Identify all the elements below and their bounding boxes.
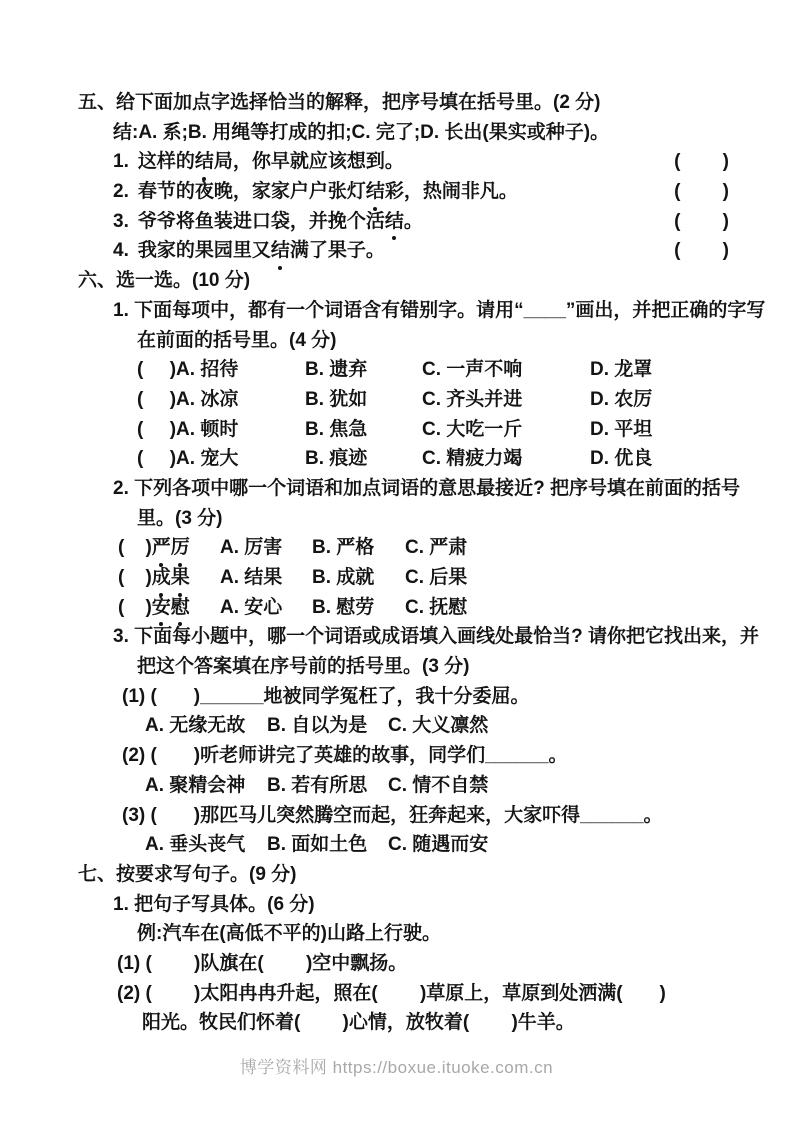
answer-parentheses: ( ) bbox=[674, 151, 729, 173]
watermark-footer: 博学资料网 https://boxue.ituoke.com.cn bbox=[239, 1058, 554, 1077]
option-b: B. 面如土色 bbox=[267, 834, 368, 856]
option-a: A. 聚精会神 bbox=[145, 774, 246, 796]
option-row bbox=[118, 533, 793, 563]
answer-parentheses: ( ) bbox=[674, 210, 729, 232]
section5-item bbox=[0, 177, 793, 207]
answer-parentheses: ( ) bbox=[674, 240, 729, 262]
option-a: ( )A. 顿时 bbox=[137, 418, 239, 440]
option-c: C. 情不自禁 bbox=[388, 774, 489, 796]
option-a: A. 安心 bbox=[220, 596, 283, 618]
section5-title: 五、给下面加点字选择恰当的解释，把序号填在括号里。(2 分) bbox=[78, 92, 601, 113]
option-a: A. 厉害 bbox=[220, 537, 283, 559]
target-word: ( )成果 bbox=[118, 563, 220, 593]
item-sentence: 这样的结局，你早就应该想到。 bbox=[138, 147, 404, 177]
option-b: B. 遗弃 bbox=[305, 359, 368, 381]
option-c: C. 后果 bbox=[405, 567, 468, 588]
section5-definition: 结:A. 系;B. 用绳等打成的扣;C. 完了;D. 长出(果实或种子)。 bbox=[113, 121, 610, 143]
section7-title: 七、按要求写句子。(9 分) bbox=[78, 863, 297, 885]
section7-sub1: (1) ( )队旗在( )空中飘扬。 bbox=[117, 952, 408, 974]
option-a: A. 结果 bbox=[220, 567, 283, 588]
item-number: 4. bbox=[113, 240, 129, 262]
item-sentence: 春节的夜晚，家家户户张灯结彩，热闹非凡。 bbox=[138, 177, 518, 207]
option-c: C. 一声不响 bbox=[422, 359, 523, 381]
section7-example: 例:汽车在(高低不平的)山路上行驶。 bbox=[137, 923, 441, 945]
option-b: B. 犹如 bbox=[305, 388, 368, 410]
option-d: D. 平坦 bbox=[590, 418, 653, 440]
option-row bbox=[118, 593, 793, 623]
option-c: C. 齐头并进 bbox=[422, 388, 523, 410]
option-b: B. 自以为是 bbox=[267, 715, 368, 737]
option-d: D. 农厉 bbox=[590, 388, 653, 410]
section6-q1-text-line1: 1. 下面每项中，都有一个词语含有错别字。请用“____”画出，并把正确的字写 bbox=[113, 299, 766, 321]
option-d: D. 龙罩 bbox=[590, 359, 653, 381]
item-sentence: 爷爷将鱼装进口袋，并挽个活结。 bbox=[138, 207, 423, 237]
option-b: B. 成就 bbox=[312, 567, 375, 588]
answer-parentheses: ( ) bbox=[674, 181, 729, 203]
option-b: B. 若有所思 bbox=[267, 774, 368, 796]
sub-question-stem: (1) ( )______地被同学冤枉了，我十分委屈。 bbox=[122, 685, 530, 707]
item-number: 1. bbox=[113, 151, 129, 173]
section5-item bbox=[0, 236, 793, 266]
option-a: A. 垂头丧气 bbox=[145, 834, 246, 856]
item-sentence: 我家的果园里又结满了果子。 bbox=[138, 236, 385, 266]
option-row bbox=[145, 830, 793, 860]
option-row bbox=[137, 444, 793, 474]
option-d: D. 优良 bbox=[590, 448, 653, 470]
option-row bbox=[145, 771, 793, 801]
option-c: C. 随遇而安 bbox=[388, 834, 489, 856]
section7-item1: 1. 把句子写具体。(6 分) bbox=[113, 893, 315, 915]
sub-question-stem: (3) ( )那匹马儿突然腾空而起，狂奔起来，大家吓得______。 bbox=[122, 804, 663, 826]
option-row bbox=[137, 385, 793, 415]
option-row bbox=[118, 563, 793, 593]
option-b: B. 严格 bbox=[312, 537, 375, 559]
option-b: B. 焦急 bbox=[305, 418, 368, 440]
option-c: C. 精疲力竭 bbox=[422, 448, 523, 470]
option-c: C. 严肃 bbox=[405, 537, 468, 559]
section5-item bbox=[0, 147, 793, 177]
option-a: ( )A. 宠大 bbox=[137, 448, 239, 470]
target-word: ( )安慰 bbox=[118, 593, 220, 623]
option-a: ( )A. 招待 bbox=[137, 359, 239, 381]
section6-q2-text-line1: 2. 下列各项中哪一个词语和加点词语的意思最接近? 把序号填在前面的括号 bbox=[113, 477, 741, 499]
section6-q2-text-line2: 里。(3 分) bbox=[137, 507, 223, 529]
option-c: C. 大吃一斤 bbox=[422, 418, 523, 440]
option-b: B. 慰劳 bbox=[312, 596, 375, 618]
option-row bbox=[137, 355, 793, 385]
item-number: 3. bbox=[113, 210, 129, 232]
section5-item bbox=[0, 207, 793, 237]
target-word: ( )严厉 bbox=[118, 533, 220, 563]
section6-q1-text-line2: 在前面的括号里。(4 分) bbox=[137, 329, 337, 351]
option-a: ( )A. 冰凉 bbox=[137, 388, 239, 410]
section7-sub2-line2: 阳光。牧民们怀着( )心情，放牧着( )牛羊。 bbox=[142, 1012, 575, 1034]
section6-q3-text-line2: 把这个答案填在序号前的括号里。(3 分) bbox=[137, 656, 470, 678]
option-b: B. 痕迹 bbox=[305, 448, 368, 470]
option-c: C. 大义凛然 bbox=[388, 715, 489, 737]
option-c: C. 抚慰 bbox=[405, 596, 468, 618]
option-row bbox=[137, 415, 793, 445]
section6-title: 六、选一选。(10 分) bbox=[78, 270, 251, 292]
item-number: 2. bbox=[113, 181, 129, 203]
section7-sub2-line1: (2) ( )太阳冉冉升起，照在( )草原上，草原到处洒满( ) bbox=[117, 982, 666, 1004]
option-row bbox=[145, 711, 793, 741]
option-a: A. 无缘无故 bbox=[145, 715, 246, 737]
section6-q3-text-line1: 3. 下面每小题中，哪一个词语或成语填入画线处最恰当? 请你把它找出来，并 bbox=[113, 626, 760, 648]
sub-question-stem: (2) ( )听老师讲完了英雄的故事，同学们______。 bbox=[122, 745, 568, 767]
